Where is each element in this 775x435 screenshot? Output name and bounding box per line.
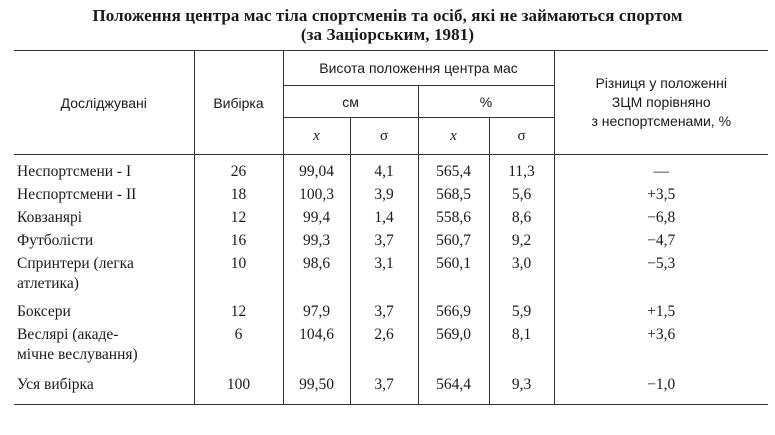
cell-sample-size: 6 (194, 322, 283, 372)
header-difference-line: ЗЦМ порівняно (611, 94, 711, 110)
header-difference-line: Різниця у положенні (595, 75, 728, 91)
cell-cm-mean: 99,04 (283, 155, 350, 183)
cell-difference: +3,6 (554, 322, 768, 372)
cell-subject-name (14, 155, 194, 183)
cell-pct-mean: 558,6 (418, 205, 489, 228)
subject-name-line: Ковзанярі (17, 209, 83, 226)
cell-cm-sd: 4,1 (350, 155, 418, 183)
table-subtitle: (за Заціорським, 1981) (300, 25, 475, 44)
table-row (14, 299, 768, 322)
cell-pct-sd: 9,3 (489, 372, 554, 404)
cell-sample-size: 12 (194, 205, 283, 228)
cell-subject-name (14, 322, 194, 372)
cell-cm-sd: 3,7 (350, 299, 418, 322)
cell-cm-sd: 3,9 (350, 182, 418, 205)
cell-sample-size: 12 (194, 299, 283, 322)
cell-sample-size: 10 (194, 251, 283, 299)
subject-name-line: Уся вибірка (17, 376, 94, 393)
cell-pct-mean: 560,7 (418, 228, 489, 251)
header-height-group: Висота положення центра мас (283, 51, 554, 86)
cell-subject-name (14, 205, 194, 228)
subject-name-line: мічне веслування) (17, 346, 138, 363)
cell-pct-sd: 5,9 (489, 299, 554, 322)
header-pct-sd: σ (489, 118, 554, 155)
cell-cm-mean: 99,3 (283, 228, 350, 251)
subject-name-line: Веслярі (акаде- (17, 326, 119, 343)
subject-name-line: Боксери (17, 303, 71, 320)
cell-pct-sd: 11,3 (489, 155, 554, 183)
cell-pct-mean: 569,0 (418, 322, 489, 372)
table-row (14, 182, 768, 205)
cell-pct-sd: 8,6 (489, 205, 554, 228)
table-row (14, 251, 768, 299)
cell-cm-sd: 1,4 (350, 205, 418, 228)
cell-difference: −4,7 (554, 228, 768, 251)
cell-subject-name (14, 299, 194, 322)
header-subjects: Досліджувані (14, 51, 194, 155)
cell-difference: +1,5 (554, 299, 768, 322)
table-row (14, 205, 768, 228)
cell-difference: −1,0 (554, 372, 768, 404)
cell-difference: −5,3 (554, 251, 768, 299)
cell-subject-name (14, 251, 194, 299)
cell-pct-sd: 5,6 (489, 182, 554, 205)
cell-cm-mean: 98,6 (283, 251, 350, 299)
table-row (14, 228, 768, 251)
table-body (14, 155, 768, 405)
subject-name-line: Спринтери (легка (17, 255, 134, 272)
cell-pct-mean: 565,4 (418, 155, 489, 183)
cell-pct-sd: 9,2 (489, 228, 554, 251)
header-pct-mean: x (418, 118, 489, 155)
cell-pct-mean: 566,9 (418, 299, 489, 322)
table-row (14, 322, 768, 372)
cell-cm-mean: 99,50 (283, 372, 350, 404)
header-cm-sd: σ (350, 118, 418, 155)
table-header (14, 51, 768, 155)
cell-pct-sd: 3,0 (489, 251, 554, 299)
header-cm-mean: x (283, 118, 350, 155)
cell-cm-sd: 3,1 (350, 251, 418, 299)
cell-cm-mean: 97,9 (283, 299, 350, 322)
cell-pct-mean: 564,4 (418, 372, 489, 404)
cell-cm-mean: 104,6 (283, 322, 350, 372)
cell-subject-name (14, 228, 194, 251)
header-unit-pct: % (418, 86, 554, 118)
data-table (14, 50, 768, 405)
cell-cm-mean: 99,4 (283, 205, 350, 228)
cell-subject-name (14, 372, 194, 404)
subject-name-line: Неспортсмени - І (17, 163, 132, 180)
subject-name-line: атлетика) (17, 275, 79, 292)
cell-pct-sd: 8,1 (489, 322, 554, 372)
header-sample: Вибірка (194, 51, 283, 155)
cell-cm-sd: 2,6 (350, 322, 418, 372)
cell-difference: — (554, 155, 768, 183)
table-row (14, 155, 768, 183)
cell-cm-sd: 3,7 (350, 372, 418, 404)
cell-cm-mean: 100,3 (283, 182, 350, 205)
cell-cm-sd: 3,7 (350, 228, 418, 251)
header-difference (554, 51, 768, 155)
table-row (14, 372, 768, 404)
cell-sample-size: 16 (194, 228, 283, 251)
header-difference-line: з неспортсменами, % (591, 113, 732, 129)
subject-name-line: Неспортсмени - ІІ (17, 186, 137, 203)
cell-sample-size: 26 (194, 155, 283, 183)
cell-pct-mean: 560,1 (418, 251, 489, 299)
cell-sample-size: 100 (194, 372, 283, 404)
cell-subject-name (14, 182, 194, 205)
table-title: Положення центра мас тіла спортсменів та осіб, які не займаються спортом (92, 6, 683, 25)
subject-name-line: Футболісти (17, 232, 94, 249)
header-unit-cm: см (283, 86, 418, 118)
cell-pct-mean: 568,5 (418, 182, 489, 205)
cell-sample-size: 18 (194, 182, 283, 205)
cell-difference: −6,8 (554, 205, 768, 228)
cell-difference: +3,5 (554, 182, 768, 205)
